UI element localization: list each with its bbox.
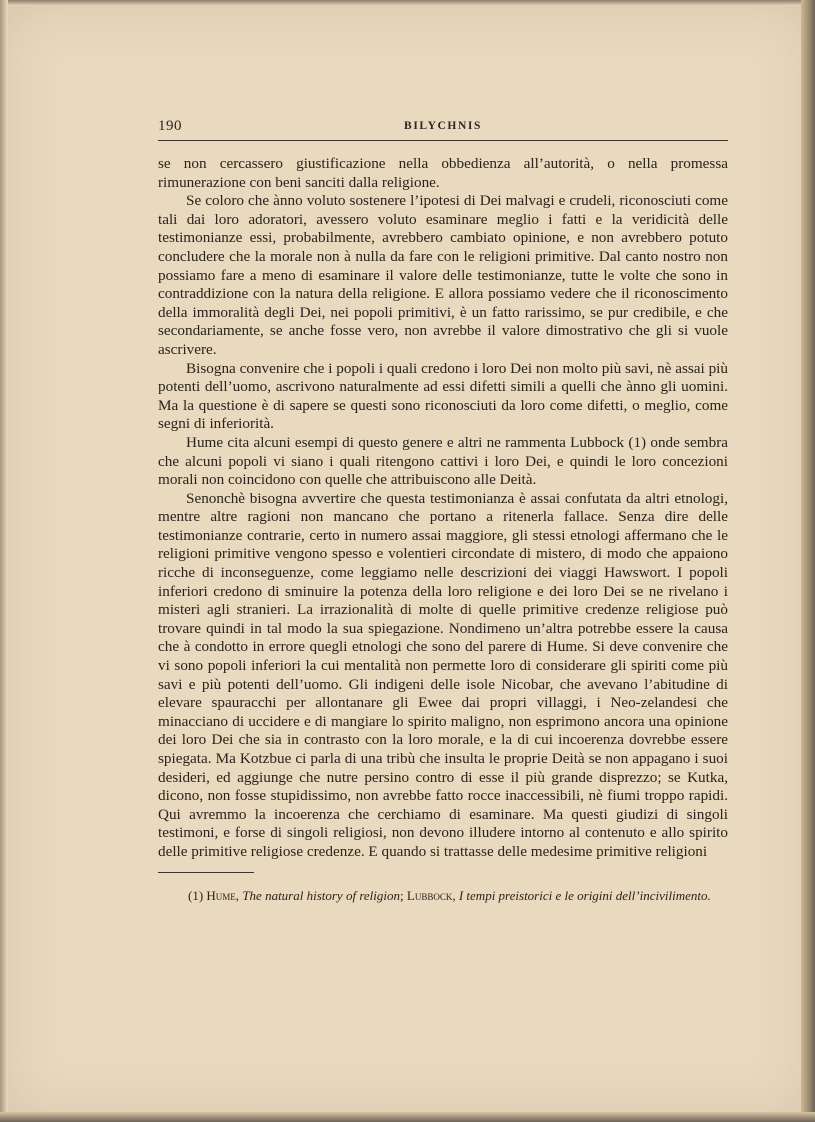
paragraph: Hume cita alcuni esempi di questo genere e altri ne rammenta Lubbock (1) onde sembra che alcuni popoli vi siano i quali ritengono cattivi i loro Dei, e quindi le loro concezioni morali non coincidono con quelle che attribuiscono alle Deità. xyxy=(158,433,728,489)
page-left-edge xyxy=(0,0,8,1122)
page-top-edge xyxy=(0,0,815,6)
footnote-marker: (1) xyxy=(188,888,204,903)
footnote-title: I tempi preistorici e le origini dell’incivilimento. xyxy=(458,888,711,903)
footnote-rule xyxy=(158,872,254,873)
footnote-author: Lubbock, xyxy=(406,888,456,903)
footnote-author: Hume, xyxy=(206,888,240,903)
paragraph: Bisogna convenire che i popoli i quali credono i loro Dei non molto più savi, nè assai più potenti dell’uomo, ascrivono naturalmente ad essi difetti simili a quelli che ànno gli uomini. Ma la questione è di sapere se questi sono riconosciuti da loro come difetti, o meglio, come segni di inferiorità. xyxy=(158,359,728,433)
page-bottom-edge xyxy=(0,1112,815,1122)
page-right-edge xyxy=(801,0,815,1122)
page-number: 190 xyxy=(158,118,182,134)
footnote-title: The natural history of religion xyxy=(242,888,401,903)
footnote xyxy=(158,888,728,904)
page-header xyxy=(158,118,728,140)
paragraph: Senonchè bisogna avvertire che questa testimonianza è assai confutata da altri etnologi, mentre altre ragioni non mancano che portano a ritenerla fallace. Senza dire delle testimonianze contrarie, certo in numero assai maggiore, gli stessi etnologi affermano che le religioni primitive vengono spesso e volentieri circondate di mistero, di modo che appaiono ricche di inconseguenze, come leggiamo nelle descrizioni dei viaggi Hawswort. I popoli inferiori credono di sminuire la potenza della loro religione e dei loro Dei se ne rivelano i misteri agli stranieri. La irrazionalità di molte di quelle primitive credenze religiose può trovare quindi in tal modo la sua spiegazione. Nondimeno un’altra potrebbe essere la causa che à condotto in errore quegli etnologi che sono del parere di Hume. Si deve convenire che vi sono popoli inferiori la cui mentalità non permette loro di considerare gli spiriti come più savi e più potenti dell’uomo. Gli indigeni delle isole Nicobar, che avevano l’abitudine di elevare spauracchi per allontanare gli Ewee dai propri villaggi, i Neo-zelandesi che minacciano di uccidere e di mangiare lo spirito maligno, non esprimono ancora una opinione dei loro Dei che sia in contrasto con la loro morale, e la di cui incoerenza dovrebbe essere spiegata. Ma Kotzbue ci parla di una tribù che insulta le proprie Deità se non appagano i suoi desideri, ed aggiunge che nutre persino contro di esse il più grande disprezzo; se Kutka, dicono, non fosse stupidissimo, non avrebbe fatto rocce inaccessibili, nè fiumi troppo rapidi. Qui avremmo la incoerenza che cerchiamo di esaminare. Ma questi giudizi di singoli testimoni, e forse di singoli religiosi, non devono illudere intorno al contenuto e allo spirito delle primitive religiose credenze. E quando si trattasse delle medesime primitive religioni xyxy=(158,489,728,860)
footnote-separator: ; xyxy=(400,888,404,903)
paragraph: se non cercassero giustificazione nella obbedienza all’autorità, o nella promessa rimunerazione con beni sanciti dalla religione. xyxy=(158,155,728,191)
header-rule xyxy=(158,140,728,141)
running-head: BILYCHNIS xyxy=(404,120,482,132)
paragraph: Se coloro che ànno voluto sostenere l’ipotesi di Dei malvagi e crudeli, riconosciuti come tali dai loro adoratori, avessero voluto esaminare meglio i fatti e la veridicità delle testimonianze essi, probabilmente, avrebbero cambiato opinione, e non avrebbero potuto concludere che la morale non à nulla da fare con le religioni primitive. Dal canto nostro non possiamo fare a meno di esaminare il valore delle testimonianze, tutte le volte che sono in contraddizione con la natura della religione. E allora possiamo vedere che il riconoscimento della immoralità degli Dei, nei popoli primitivi, è un fatto rarissimo, se pur credibile, e che secondariamente, se anche fosse vero, non avrebbe il valore dimostrativo che gli si vuole ascrivere. xyxy=(158,192,728,358)
body-text xyxy=(158,155,728,862)
